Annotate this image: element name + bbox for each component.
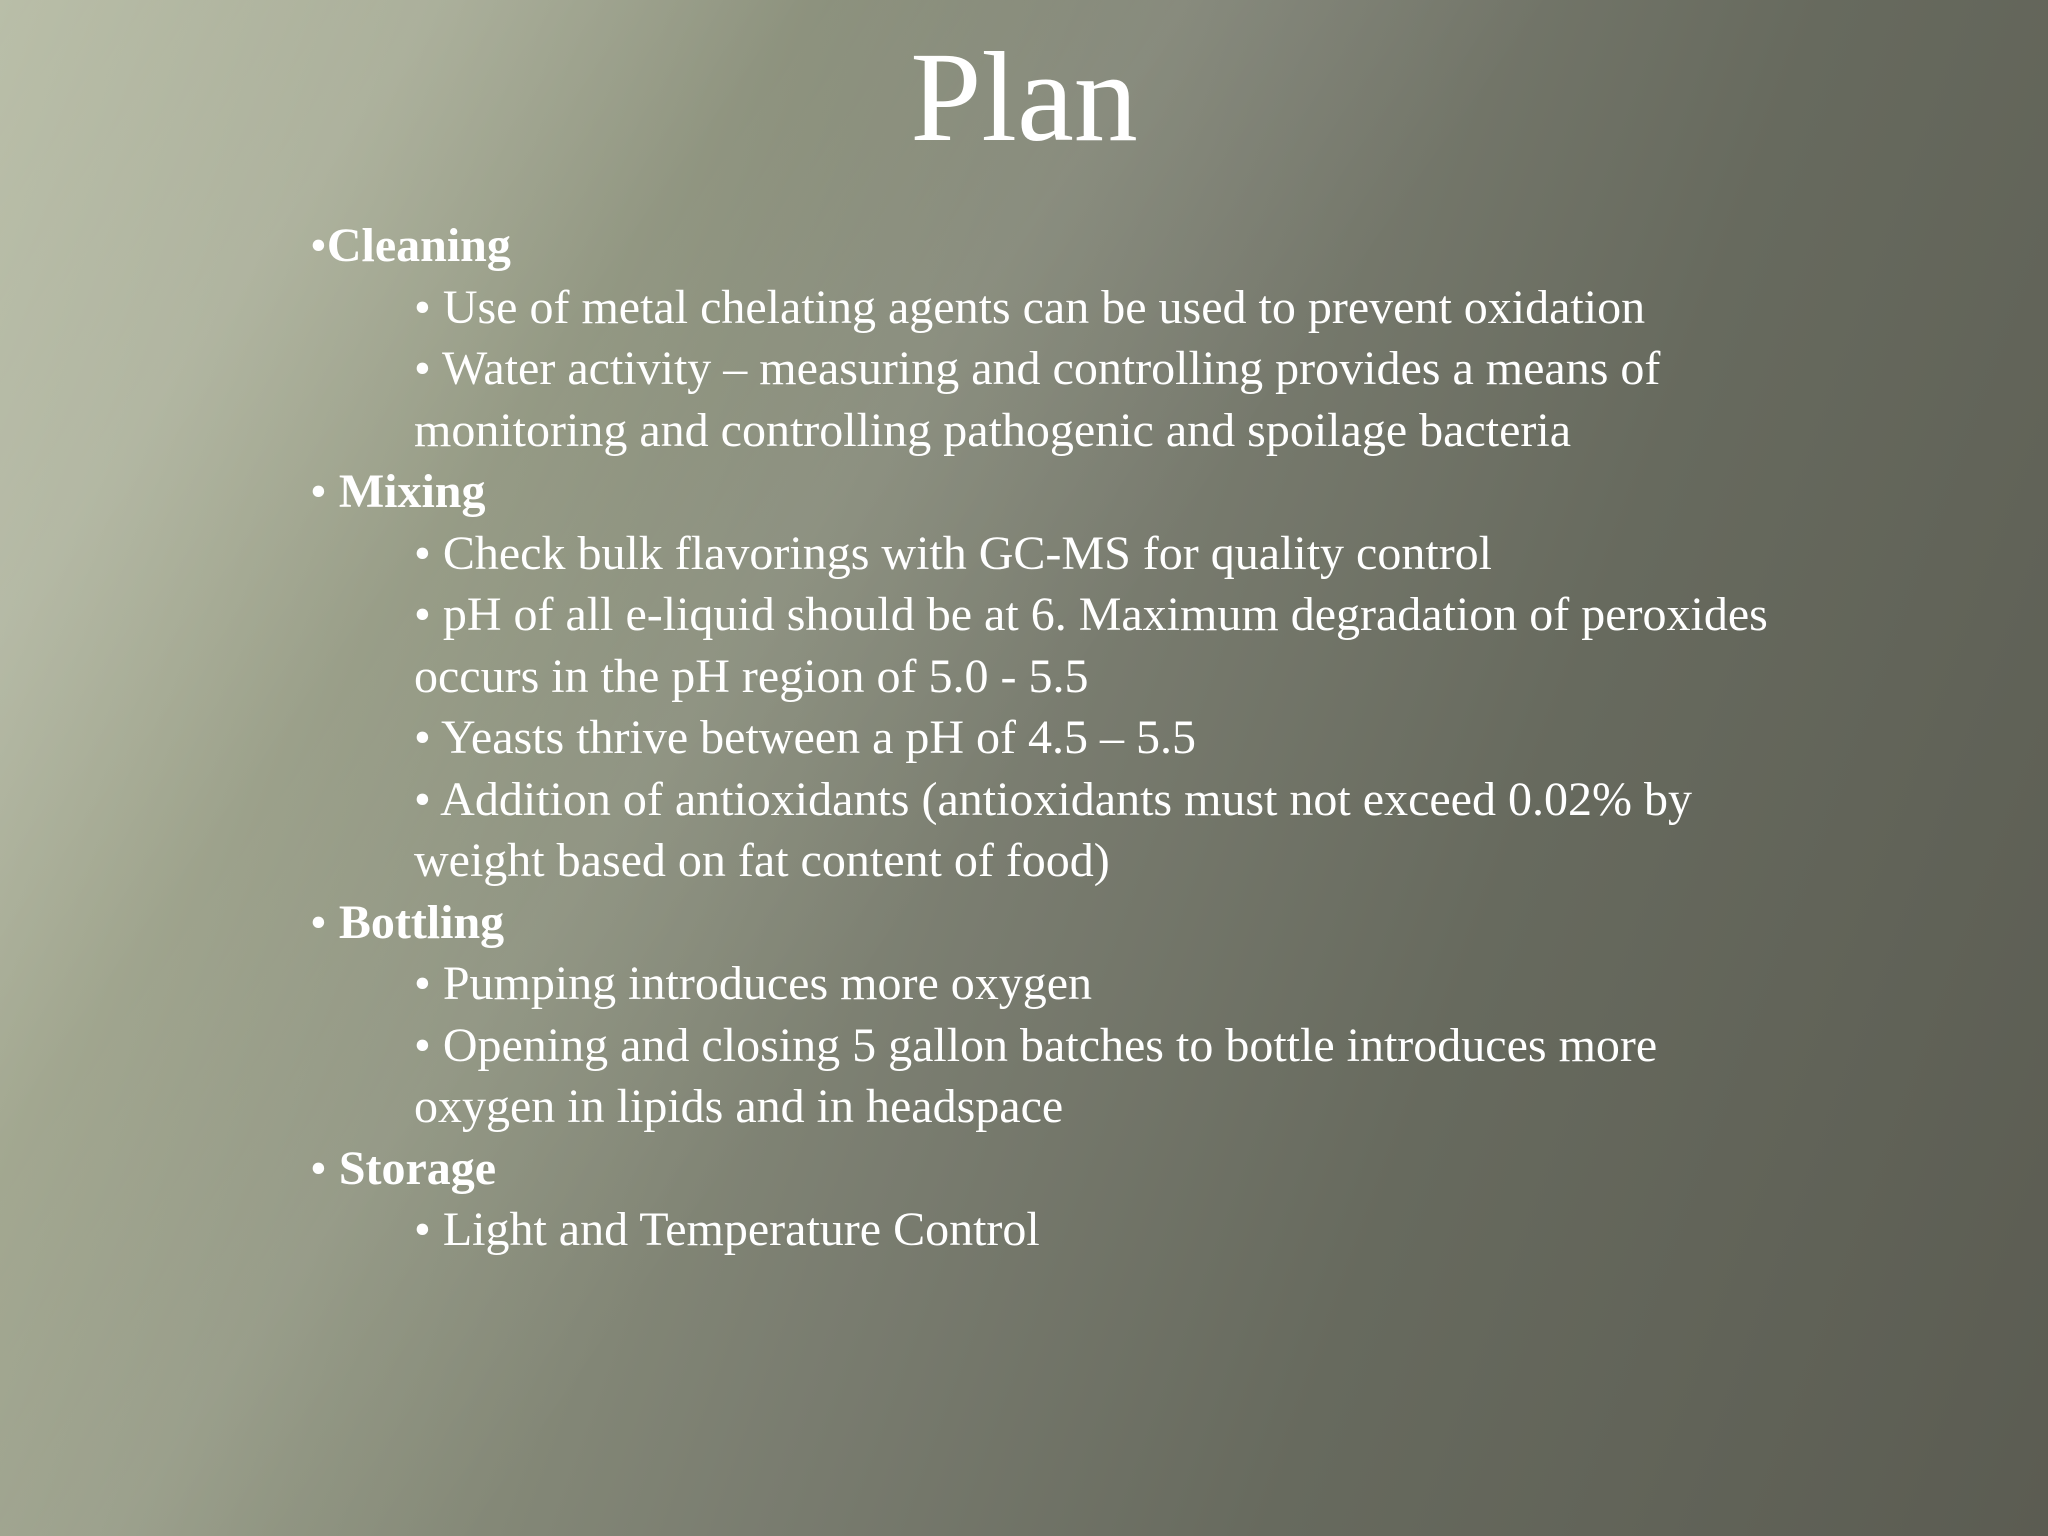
list-item-text: Light and Temperature Control <box>442 1203 1040 1256</box>
list-item <box>414 277 1810 339</box>
section-heading-text: Mixing <box>338 465 486 518</box>
list-item-text: Water activity – measuring and controlling provides a means of monitoring and controlling pathogenic and spoilage bacteria <box>414 342 1661 457</box>
section-bottling <box>310 892 1810 1138</box>
list-item <box>414 1015 1810 1138</box>
list-item <box>414 584 1810 707</box>
slide-title: Plan <box>910 26 1138 168</box>
section-mixing <box>310 461 1810 892</box>
section-heading <box>310 892 1810 954</box>
bullet-icon: • <box>310 1141 327 1195</box>
sub-list <box>414 953 1810 1138</box>
list-item <box>414 1199 1810 1261</box>
section-heading-text: Cleaning <box>326 219 511 272</box>
list-item <box>414 523 1810 585</box>
bullet-icon: • <box>414 711 431 764</box>
bullet-icon: • <box>414 1018 431 1072</box>
list-item-text: Pumping introduces more oxygen <box>442 957 1093 1010</box>
sub-list <box>414 523 1810 892</box>
list-item-text: Addition of antioxidants (antioxidants must not exceed 0.02% by weight based on fat content of food) <box>414 772 1692 887</box>
bullet-icon: • <box>310 219 327 272</box>
list-item <box>414 707 1810 769</box>
section-storage <box>310 1138 1810 1261</box>
bullet-icon: • <box>310 895 327 949</box>
bullet-icon: • <box>414 772 431 826</box>
sub-list <box>414 1199 1810 1261</box>
bullet-icon: • <box>414 342 431 395</box>
section-heading-text: Storage <box>338 1141 497 1195</box>
section-cleaning <box>310 215 1810 461</box>
list-item-text: pH of all e-liquid should be at 6. Maximum degradation of peroxides occurs in the pH region of 5.0 - 5.5 <box>414 588 1768 703</box>
list-item <box>414 769 1810 892</box>
section-heading <box>310 1138 1810 1200</box>
bullet-icon: • <box>414 588 431 641</box>
section-heading-text: Bottling <box>338 895 505 949</box>
bullet-icon: • <box>414 1203 431 1256</box>
section-heading <box>310 461 1810 523</box>
list-item-text: Use of metal chelating agents can be used to prevent oxidation <box>442 280 1646 334</box>
bullet-icon: • <box>414 280 431 334</box>
bullet-list <box>310 215 1810 1261</box>
list-item-text: Opening and closing 5 gallon batches to bottle introduces more oxygen in lipids and in headspace <box>414 1018 1658 1133</box>
list-item-text: Check bulk flavorings with GC-MS for quality control <box>442 526 1493 580</box>
list-item <box>414 953 1810 1015</box>
bullet-icon: • <box>414 526 431 580</box>
list-item-text: Yeasts thrive between a pH of 4.5 – 5.5 <box>441 711 1197 764</box>
list-item <box>414 338 1810 461</box>
sub-list <box>414 277 1810 462</box>
bullet-icon: • <box>414 957 431 1010</box>
bullet-icon: • <box>310 465 327 518</box>
section-heading <box>310 215 1810 277</box>
